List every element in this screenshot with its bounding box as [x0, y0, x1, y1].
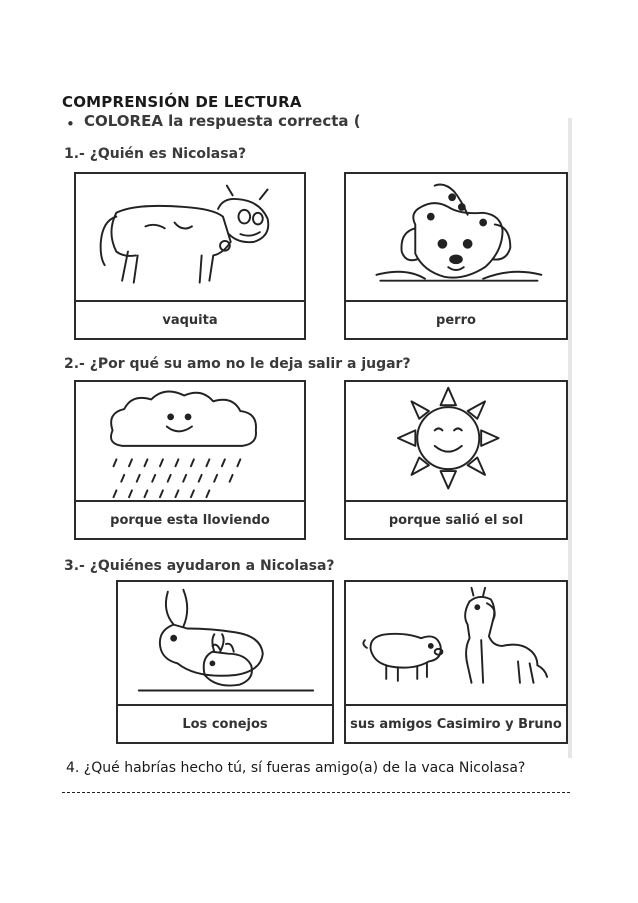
option-label: Los conejos — [118, 704, 332, 742]
option-card-amigos[interactable] — [344, 580, 568, 744]
pig-horse-icon — [346, 582, 566, 706]
bullet-icon: • — [66, 115, 75, 133]
cow-icon — [76, 174, 304, 302]
answer-line[interactable] — [62, 792, 570, 793]
puppy-icon — [346, 174, 566, 302]
option-card-perro[interactable] — [344, 172, 568, 340]
question-2: 2.- ¿Por qué su amo no le deja salir a jugar? — [64, 356, 411, 372]
option-label: sus amigos Casimiro y Bruno — [346, 704, 566, 742]
option-card-lloviendo[interactable] — [74, 380, 306, 540]
rain-cloud-icon — [76, 382, 304, 502]
scan-edge — [568, 118, 572, 758]
option-label: porque salió el sol — [346, 500, 566, 538]
question-3: 3.- ¿Quiénes ayudaron a Nicolasa? — [64, 558, 335, 574]
option-label: perro — [346, 300, 566, 338]
question-1: 1.- ¿Quién es Nicolasa? — [64, 146, 247, 162]
rabbits-icon — [118, 582, 332, 706]
open-question: 4. ¿Qué habrías hecho tú, sí fueras amigo(a) de la vaca Nicolasa? — [66, 760, 526, 776]
option-card-vaquita[interactable] — [74, 172, 306, 340]
sun-icon — [346, 382, 566, 502]
option-label: vaquita — [76, 300, 304, 338]
option-label: porque esta lloviendo — [76, 500, 304, 538]
instruction-text: COLOREA la respuesta correcta ( — [84, 112, 361, 130]
option-card-sol[interactable] — [344, 380, 568, 540]
page-title: COMPRENSIÓN DE LECTURA — [62, 93, 302, 111]
option-card-conejos[interactable] — [116, 580, 334, 744]
